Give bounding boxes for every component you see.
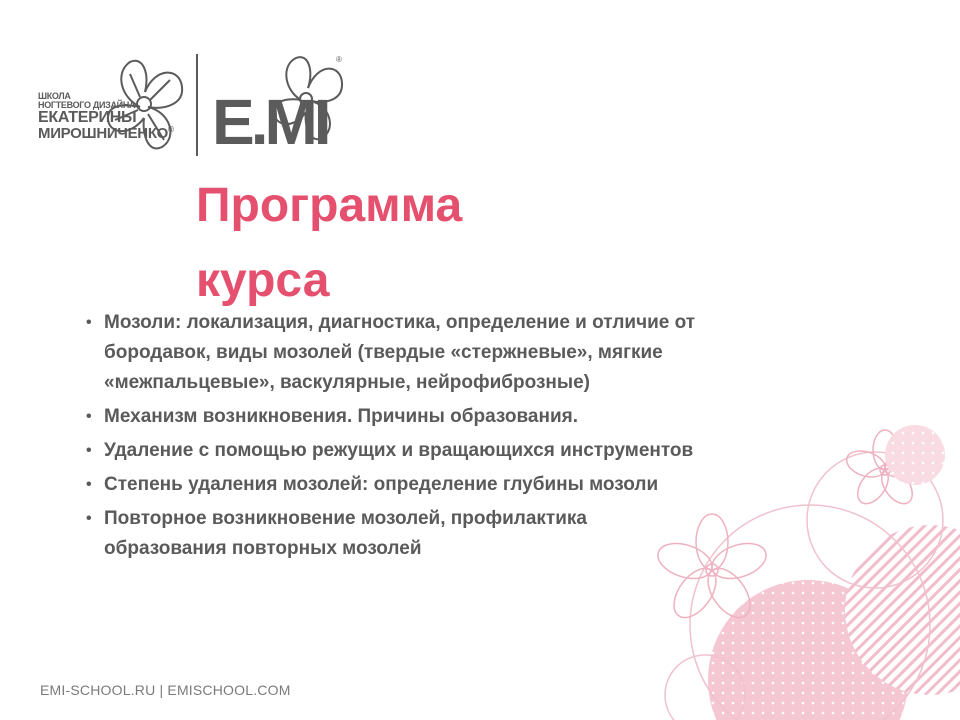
title-line-1: Программа <box>196 179 463 232</box>
title-line-2: курса <box>196 254 330 307</box>
bullet-icon: • <box>86 510 92 527</box>
list-item <box>86 504 696 564</box>
list-item <box>86 308 696 398</box>
footer-website: EMI-SCHOOL.RU | EMISCHOOL.COM <box>40 682 291 698</box>
bullet-icon: • <box>86 408 92 425</box>
logo-line-2: НОГТЕВОГО ДИЗАЙНА <box>38 100 136 110</box>
list-item-text: Степень удаления мозолей: определение глубины мозоли <box>104 474 659 495</box>
logo-line-4-text: МИРОШНИЧЕНКО <box>38 125 169 142</box>
bullet-icon: • <box>86 442 92 459</box>
list-item <box>86 470 696 500</box>
bullet-icon: • <box>86 476 92 493</box>
list-item-text: Мозоли: локализация, диагностика, определение и отличие от бородавок, виды мозолей (твердые «стержневые», мягкие «межпальцевые», васкулярные, нейрофиброзные) <box>104 312 696 393</box>
bullet-icon: • <box>86 314 92 331</box>
list-item <box>86 402 696 432</box>
page-title <box>196 168 616 318</box>
list-item-text: Механизм возникновения. Причины образования. <box>104 406 578 427</box>
logo-line-4 <box>38 126 174 141</box>
emi-wordmark: E.MI <box>212 86 328 158</box>
list-item-text: Повторное возникновение мозолей, профилактика образования повторных мозолей <box>104 508 587 559</box>
logo-line-3: ЕКАТЕРИНЫ <box>38 109 137 126</box>
emi-registered-mark: ® <box>336 55 342 64</box>
emi-logo <box>212 50 347 160</box>
list-item <box>86 436 696 466</box>
logo-divider <box>196 54 198 156</box>
registered-mark: ® <box>168 125 174 134</box>
list-item-text: Удаление с помощью режущих и вращающихся инструментов <box>104 440 694 461</box>
school-logo <box>38 52 188 162</box>
logo-line-1: ШКОЛА <box>38 91 71 101</box>
course-program-list <box>86 308 696 568</box>
